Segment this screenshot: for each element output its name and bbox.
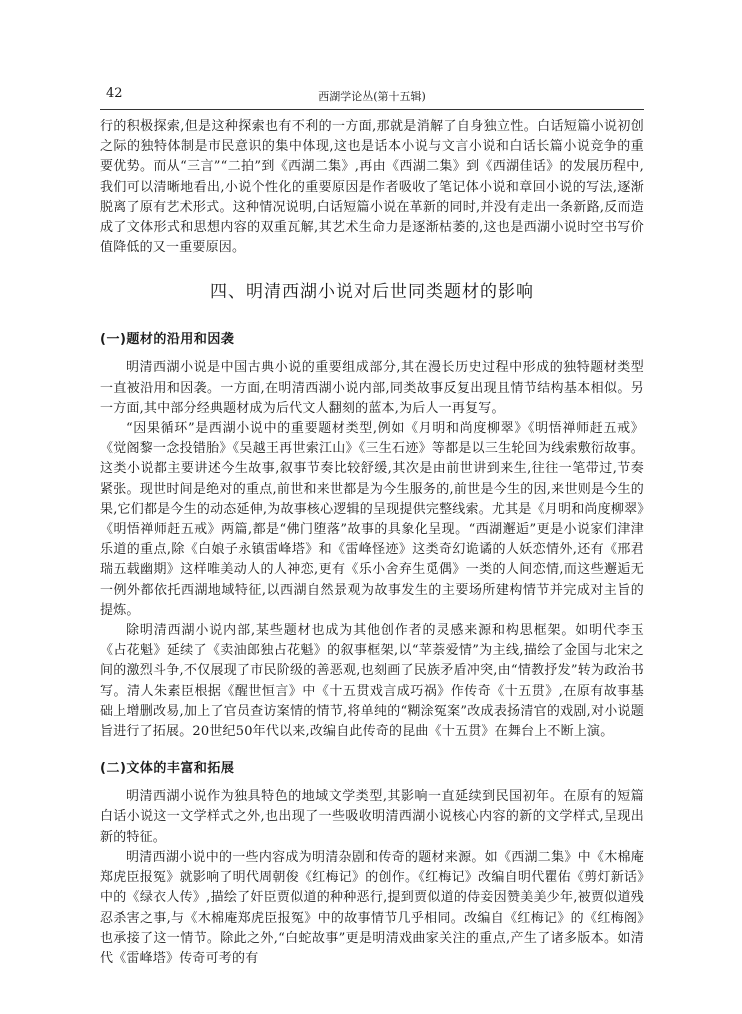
subsection-heading-2: (二)文体的丰富和拓展: [100, 761, 235, 777]
paragraph: 明清西湖小说中的一些内容成为明清杂剧和传奇的题材来源。如《西湖二集》中《木棉庵郑虎臣报冤》就影响了明代周朝俊《红梅记》的创作。《红梅记》改编自明代瞿佑《剪灯新话》中的《绿衣人传》,描绘了奸臣贾似道的种种恶行,提到贾似道的侍妾因赞美美少年,被贾似道残忍杀害之事,与《木棉庵郑虎臣报冤》中的故事情节几乎相同。改编自《红梅记》的《红梅阁》也承接了这一情节。除此之外,“白蛇故事”更是明清戏曲家关注的重点,产生了诸多版本。如清代《雷峰塔》传奇可考的有: [100, 849, 644, 966]
paragraph: 除明清西湖小说内部,某些题材也成为其他创作者的灵感来源和构思框架。如明代李玉《占花魁》延续了《卖油郎独占花魁》的叙事框架,以“苹萘爱情”为主线,描绘了金国与北宋之间的激烈斗争,不仅展现了市民阶级的善恶观,也刻画了民族矛盾冲突,由“情教抒发”转为政治书写。清人朱素臣根据《醒世恒言》中《十五贯戏言成巧祸》作传奇《十五贯》,在原有故事基础上增删改易,加上了官员查访案情的情节,将单纯的“糊涂冤案”改成表扬清官的戏剧,对小说题旨进行了拓展。20世纪50年代以来,改编自此传奇的昆曲《十五贯》在舞台上不断上演。: [100, 623, 644, 740]
continuation-paragraph: 行的积极探索,但是这种探索也有不利的一方面,那就是消解了自身独立性。白话短篇小说初创之际的独特体制是市民意识的集中体现,这也是话本小说与文言小说和白话长篇小说竞争的重要优势。而从“三言”“二拍”到《西湖二集》,再由《西湖二集》到《西湖佳话》的发展历程中,我们可以清晰地看出,小说个性化的重要原因是作者吸收了笔记体小说和章回小说的写法,逐渐脱离了原有艺术形式。这种情况说明,白话短篇小说在革新的同时,并没有走出一条新路,反而造成了文体形式和思想内容的双重瓦解,其艺术生命力是逐渐枯萎的,这也是西湖小说时空书写价值降低的又一重要原因。: [100, 119, 644, 256]
page-header: [100, 83, 644, 110]
paragraph: 明清西湖小说是中国古典小说的重要组成部分,其在漫长历史过程中形成的独特题材类型一直被沿用和因袭。一方面,在明清西湖小说内部,同类故事反复出现且情节结构基本相似。另一方面,其中部分经典题材成为后代文人翻刻的蓝本,为后人一再复写。: [100, 360, 644, 416]
page-body: [100, 117, 644, 969]
subsection-heading-1: (一)题材的沿用和因袭: [100, 332, 235, 348]
journal-title: 西湖学论丛(第十五辑): [318, 90, 426, 103]
paragraph: “因果循环”是西湖小说中的重要题材类型,例如《月明和尚度柳翠》《明悟禅师赶五戒》《觉阁黎一念投错胎》《吴越王再世索江山》《三生石迹》等都是以三生轮回为线索敷衍故事。这类小说都主要讲述今生故事,叙事节奏比较舒缓,其次是由前世讲到来生,往往一笔带过,节奏紧张。现世时间是绝对的重点,前世和来世都是为今生服务的,前世是今生的因,来世则是今生的果,它们都是今生的动态延伸,为故事核心逻辑的呈现提供完整线索。尤其是《月明和尚度柳翠》《明悟禅师赶五戒》两篇,都是“佛门堕落”故事的具象化呈现。“西湖邂逅”更是小说家们津津乐道的重点,除《白娘子永镇雷峰塔》和《雷峰怪迹》这类奇幻诡谲的人妖恋情外,还有《邢君瑞五载幽期》这样唯美动人的人神恋,更有《乐小舍弃生觅偶》一类的人间恋情,而这些邂逅无一例外都依托西湖地域特征,以西湖自然景观为故事发生的主要场所建构情节并完成对主旨的提炼。: [100, 421, 644, 618]
paragraph: 明清西湖小说作为独具特色的地域文学类型,其影响一直延续到民国初年。在原有的短篇白话小说这一文学样式之外,也出现了一些吸收明清西湖小说核心内容的新的文学样式,呈现出新的特征。: [100, 789, 644, 845]
page-number: 42: [106, 86, 123, 101]
section-title: 四、明清西湖小说对后世同类题材的影响: [210, 282, 534, 303]
